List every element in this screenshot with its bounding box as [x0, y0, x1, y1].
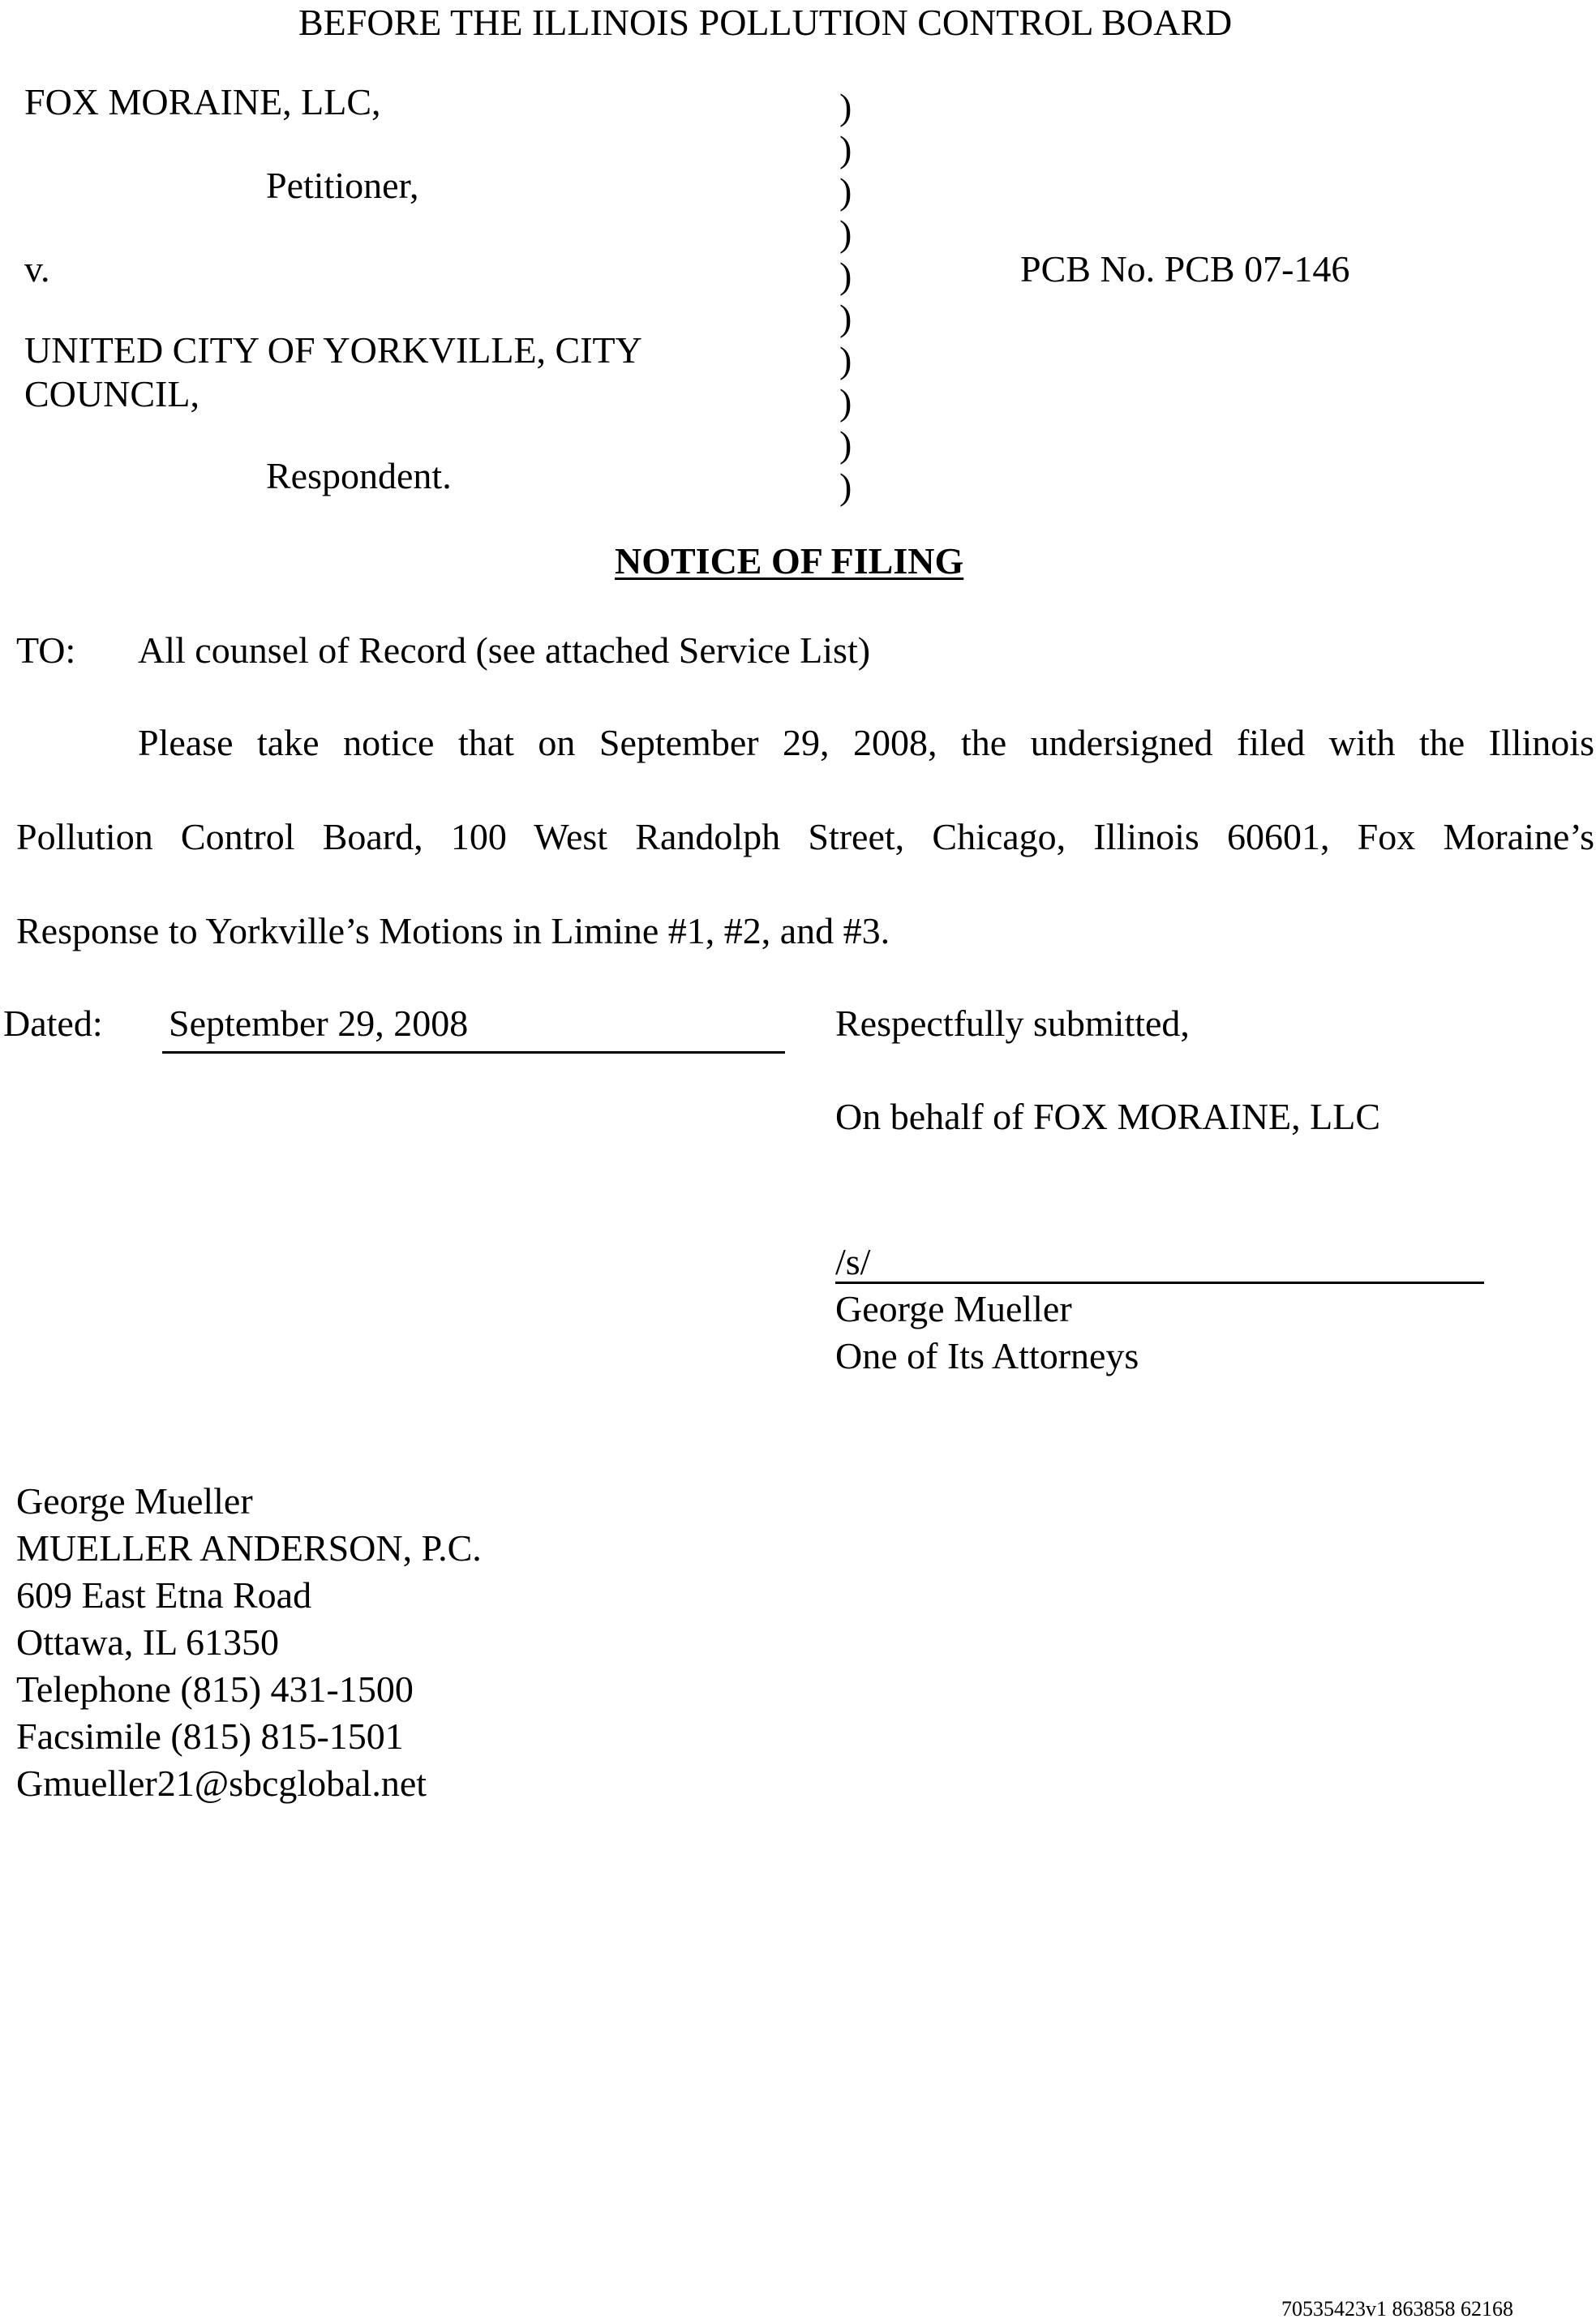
address-line: George Mueller	[16, 1480, 253, 1522]
closing: Respectfully submitted,	[835, 1003, 1190, 1044]
address-block	[16, 1478, 482, 1807]
document-id: 70535423v1 863858 62168	[1281, 2297, 1513, 2321]
caption-paren: )	[839, 423, 852, 465]
signature-line	[835, 1282, 1484, 1284]
address-line: 609 East Etna Road	[16, 1574, 312, 1616]
document-title: NOTICE OF FILING	[615, 540, 964, 582]
caption-paren: )	[839, 170, 852, 212]
dated-label: Dated:	[3, 1003, 103, 1044]
caption-paren: )	[839, 339, 852, 380]
address-line: MUELLER ANDERSON, P.C.	[16, 1527, 482, 1569]
dated-underline	[162, 1051, 785, 1054]
to-label: TO:	[16, 629, 76, 671]
caption-paren: )	[839, 381, 852, 423]
address-line: Telephone (815) 431-1500	[16, 1668, 414, 1710]
versus: v.	[24, 248, 50, 290]
body-line-2-text: Pollution Control Board, 100 West Randolph Street, Chicago, Illinois 60601, Fox Moraine’s	[16, 816, 1594, 857]
signer-title: One of Its Attorneys	[835, 1335, 1139, 1376]
on-behalf-of: On behalf of FOX MORAINE, LLC	[835, 1096, 1381, 1137]
caption-paren: )	[839, 255, 852, 296]
petitioner-name: FOX MORAINE, LLC,	[24, 81, 381, 122]
caption-paren: )	[839, 128, 852, 170]
caption-paren: )	[839, 86, 852, 127]
address-line: Facsimile (815) 815-1501	[16, 1715, 404, 1757]
address-line: Ottawa, IL 61350	[16, 1621, 280, 1663]
signer-name: George Mueller	[835, 1288, 1072, 1329]
body-line-3: Response to Yorkville’s Motions in Limine #1, #2, and #3.	[16, 910, 890, 951]
respondent-line-2: COUNCIL,	[24, 373, 200, 414]
body-line-1	[138, 722, 1594, 765]
case-number: PCB No. PCB 07-146	[1020, 248, 1350, 290]
dated-value: September 29, 2008	[169, 1003, 469, 1044]
signature-mark: /s/	[835, 1241, 871, 1282]
petitioner-role: Petitioner,	[266, 165, 419, 206]
address-line: Gmueller21@sbcglobal.net	[16, 1763, 427, 1804]
respondent-line-1: UNITED CITY OF YORKVILLE, CITY	[24, 329, 642, 371]
body-line-2	[16, 816, 1594, 859]
to-recipients: All counsel of Record (see attached Service List)	[138, 629, 871, 671]
respondent-role: Respondent.	[266, 455, 452, 496]
caption-paren: )	[839, 297, 852, 338]
court-heading: BEFORE THE ILLINOIS POLLUTION CONTROL BOARD	[298, 2, 1233, 43]
caption-paren: )	[839, 466, 852, 507]
body-line-1-text: Please take notice that on September 29, 2008, the undersigned filed with the Illinois	[138, 722, 1594, 763]
caption-paren: )	[839, 213, 852, 254]
